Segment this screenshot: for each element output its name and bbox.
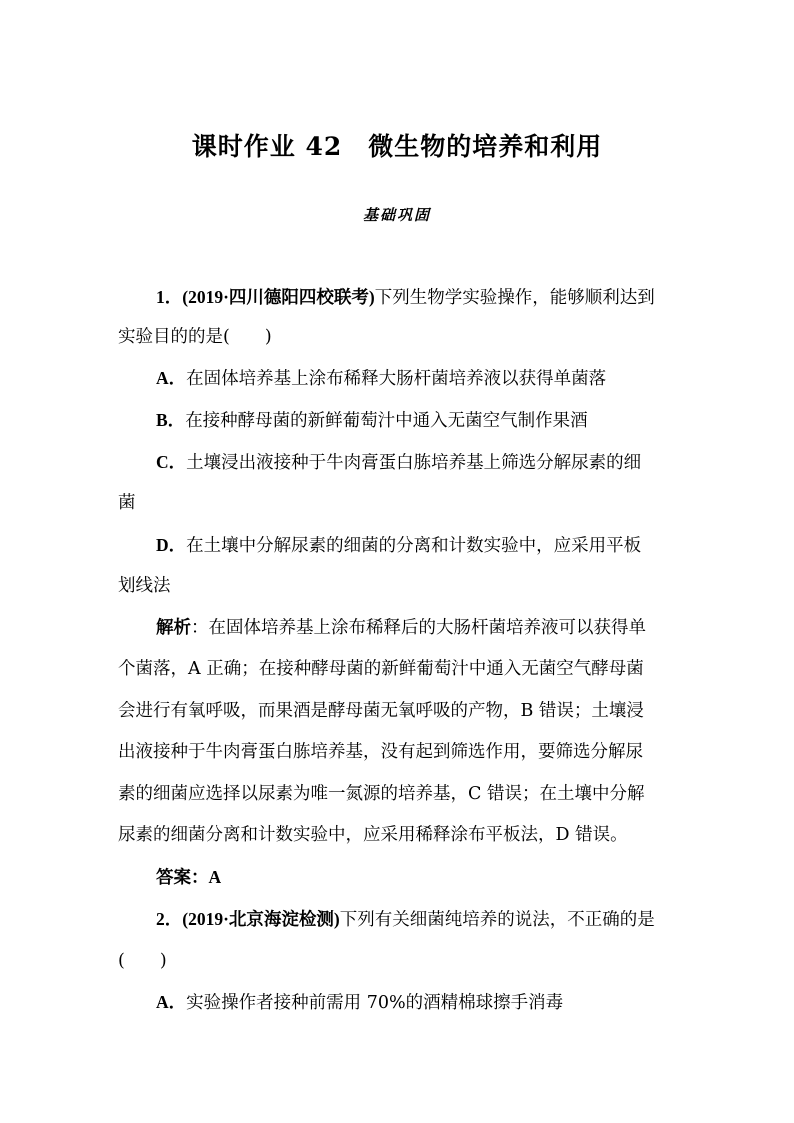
question-2-stem-cont: ( ) xyxy=(118,951,167,971)
option-d: D．在土壤中分解尿素的细菌的分离和计数实验中，应采用平板 xyxy=(156,535,642,556)
analysis-line: 个菌落，A 正确；在接种酵母菌的新鲜葡萄汁中通入无菌空气酵母菌 xyxy=(118,659,644,679)
question-source: (2019·北京海淀检测) xyxy=(182,909,340,929)
analysis-line: 出液接种于牛肉膏蛋白胨培养基，没有起到筛选作用，要筛选分解尿 xyxy=(118,742,643,762)
analysis: 解析：在固体培养基上涂布稀释后的大肠杆菌培养液可以获得单 xyxy=(156,617,646,638)
question-1-stem-cont: 实验目的的是( ) xyxy=(118,327,272,347)
section-heading: 基础巩固 xyxy=(362,206,431,224)
answer: 答案：A xyxy=(156,867,222,887)
option-d-cont: 划线法 xyxy=(118,576,171,596)
option-c: C．土壤浸出液接种于牛肉膏蛋白胨培养基上筛选分解尿素的细 xyxy=(156,452,642,473)
option-a: A．实验操作者接种前需用 70%的酒精棉球擦手消毒 xyxy=(156,992,564,1013)
analysis-label: 解析 xyxy=(156,617,191,637)
question-1-stem: 1．(2019·四川德阳四校联考)下列生物学实验操作，能够顺利达到 xyxy=(156,287,655,308)
answer-label: 答案 xyxy=(156,867,191,887)
question-2-stem: 2．(2019·北京海淀检测)下列有关细菌纯培养的说法，不正确的是 xyxy=(156,909,655,930)
option-a: A．在固体培养基上涂布稀释大肠杆菌培养液以获得单菌落 xyxy=(156,368,607,389)
analysis-line: 会进行有氧呼吸，而果酒是酵母菌无氧呼吸的产物，B 错误；土壤浸 xyxy=(118,701,644,721)
question-number: 2． xyxy=(156,909,183,929)
option-b: B．在接种酵母菌的新鲜葡萄汁中通入无菌空气制作果酒 xyxy=(156,410,588,431)
analysis-line: 尿素的细菌分离和计数实验中，应采用稀释涂布平板法，D 错误。 xyxy=(118,825,628,845)
page-title: 课时作业 42 微生物的培养和利用 xyxy=(191,132,603,161)
question-source: (2019·四川德阳四校联考) xyxy=(182,287,375,307)
question-number: 1． xyxy=(156,287,183,307)
option-c-cont: 菌 xyxy=(118,493,136,513)
analysis-line: 素的细菌应选择以尿素为唯一氮源的培养基，C 错误；在土壤中分解 xyxy=(118,784,645,804)
